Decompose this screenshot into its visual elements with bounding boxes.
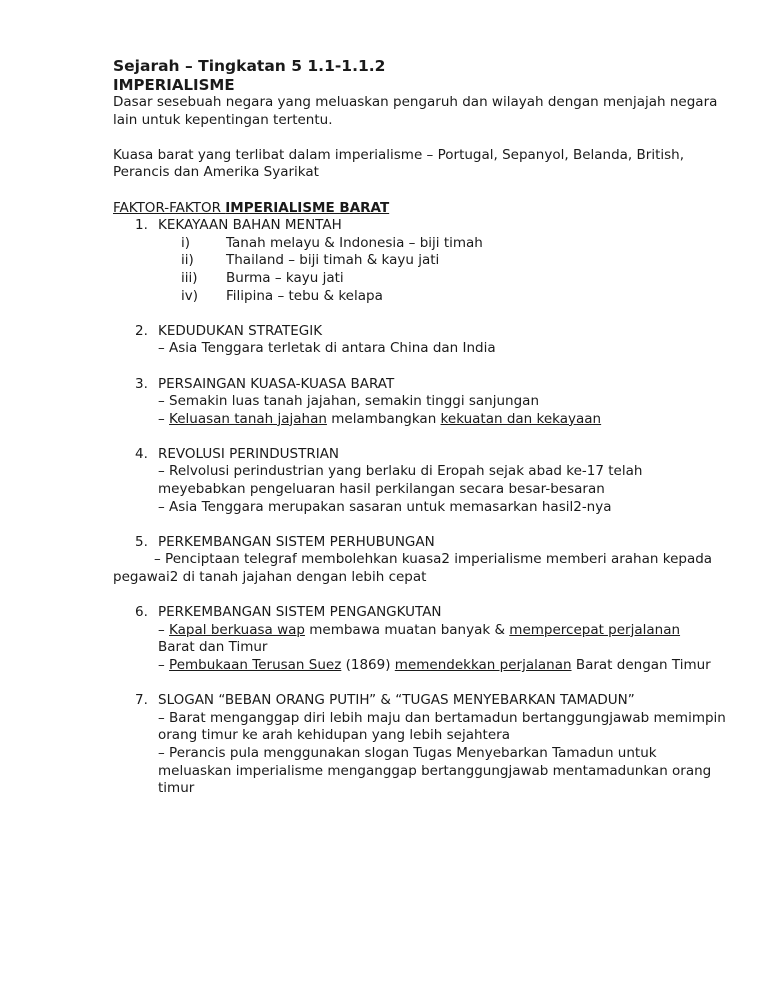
factor-1-sub-ii (113, 252, 733, 270)
factor-3 (113, 376, 733, 429)
dash: – (158, 621, 170, 638)
sub-item-text: Burma – kayu jati (226, 269, 344, 286)
underlined-phrase: Keluasan tanah jajahan (169, 410, 327, 427)
factor-title: PERKEMBANGAN SISTEM PENGANGKUTAN (158, 604, 442, 621)
definition-paragraph: Dasar sesebuah negara yang meluaskan pengaruh dan wilayah dengan menjajah negara lain untuk kepentingan tertentu. (113, 94, 718, 128)
factor-1-sub-iv (113, 288, 733, 306)
roman-numeral: ii) (181, 252, 194, 269)
plain-text: Barat dan Timur (158, 639, 268, 656)
factor-1-sub-i (113, 235, 733, 253)
factor-title: REVOLUSI PERINDUSTRIAN (158, 445, 340, 462)
factor-7 (113, 692, 733, 798)
factor-title: KEKAYAAN BAHAN MENTAH (158, 217, 342, 234)
factor-point (158, 411, 733, 429)
dash: – (158, 410, 170, 427)
document-title: Sejarah – Tingkatan 5 1.1-1.1.2 (113, 57, 386, 75)
factor-number: 2. (135, 322, 148, 339)
plain-text: membawa muatan banyak & (304, 621, 510, 638)
dash: – (158, 657, 170, 673)
factor-point: – Semakin luas tanah jajahan, semakin tinggi sanjungan (158, 393, 539, 410)
underlined-phrase: Kapal berkuasa wap (169, 621, 305, 638)
factor-number: 4. (135, 445, 148, 462)
factors-heading-prefix: FAKTOR-FAKTOR (113, 199, 226, 216)
factor-1-sub-iii (113, 270, 733, 288)
sub-item-text: Filipina – tebu & kelapa (226, 287, 383, 304)
factor-point: – Asia Tenggara terletak di antara China dan India (158, 340, 496, 357)
factor-point: – Barat menganggap diri lebih maju dan bertamadun bertanggungjawab memimpin orang timur ke arah kehidupan yang lebih sejahtera (158, 709, 726, 744)
factor-point: – Asia Tenggara merupakan sasaran untuk memasarkan hasil2-nya (158, 498, 612, 515)
factors-heading-bold: IMPERIALISME BARAT (225, 199, 390, 216)
sub-item-text: Tanah melayu & Indonesia – biji timah (226, 234, 483, 251)
underlined-phrase: memendekkan perjalanan (394, 657, 572, 673)
underlined-phrase: kekuatan dan kekayaan (440, 410, 602, 427)
factor-number: 6. (135, 604, 148, 621)
factor-4 (113, 446, 733, 516)
roman-numeral: i) (181, 234, 191, 251)
factor-title: SLOGAN “BEBAN ORANG PUTIH” & “TUGAS MENYEBARKAN TAMADUN” (158, 692, 635, 709)
document-body (113, 57, 733, 798)
factor-point (158, 622, 733, 657)
western-powers-paragraph: Kuasa barat yang terlibat dalam imperialisme – Portugal, Sepanyol, Belanda, British, Perancis dan Amerika Syarikat (113, 146, 685, 181)
factor-title: PERSAINGAN KUASA-KUASA BARAT (158, 375, 395, 392)
factor-title: PERKEMBANGAN SISTEM PERHUBUNGAN (158, 533, 435, 550)
plain-text: melambangkan (326, 410, 441, 427)
underlined-phrase: Pembukaan Terusan Suez (169, 657, 342, 673)
factors-heading (113, 200, 733, 218)
factor-number: 3. (135, 375, 148, 392)
plain-text: Barat dengan Timur (571, 657, 711, 673)
underlined-phrase: mempercepat perjalanan (509, 621, 681, 638)
sub-item-text: Thailand – biji timah & kayu jati (226, 252, 440, 269)
factor-point: – Relvolusi perindustrian yang berlaku di Eropah sejak abad ke-17 telah meyebabkan pengeluaran hasil perkilangan secara besar-besaran (158, 463, 643, 498)
factor-title: KEDUDUKAN STRATEGIK (158, 322, 323, 339)
plain-text: (1869) (341, 657, 395, 673)
factor-5 (113, 534, 733, 552)
factor-point: – Perancis pula menggunakan slogan Tugas Menyebarkan Tamadun untuk meluaskan imperialisme menganggap bertanggungjawab mentamadunkan orang timur (158, 744, 712, 797)
roman-numeral: iv) (181, 287, 199, 304)
factor-number: 7. (135, 692, 148, 709)
factor-1 (113, 217, 733, 235)
factor-2 (113, 323, 733, 358)
factor-5-point: – Penciptaan telegraf membolehkan kuasa2 imperialisme memberi arahan kepada pegawai2 di tanah jajahan dengan lebih cepat (113, 551, 713, 586)
factor-6 (113, 604, 733, 674)
factor-point (158, 657, 733, 675)
factor-number: 1. (135, 217, 148, 234)
document-subtitle: IMPERIALISME (113, 76, 235, 94)
roman-numeral: iii) (181, 269, 198, 286)
factor-number: 5. (135, 533, 148, 550)
